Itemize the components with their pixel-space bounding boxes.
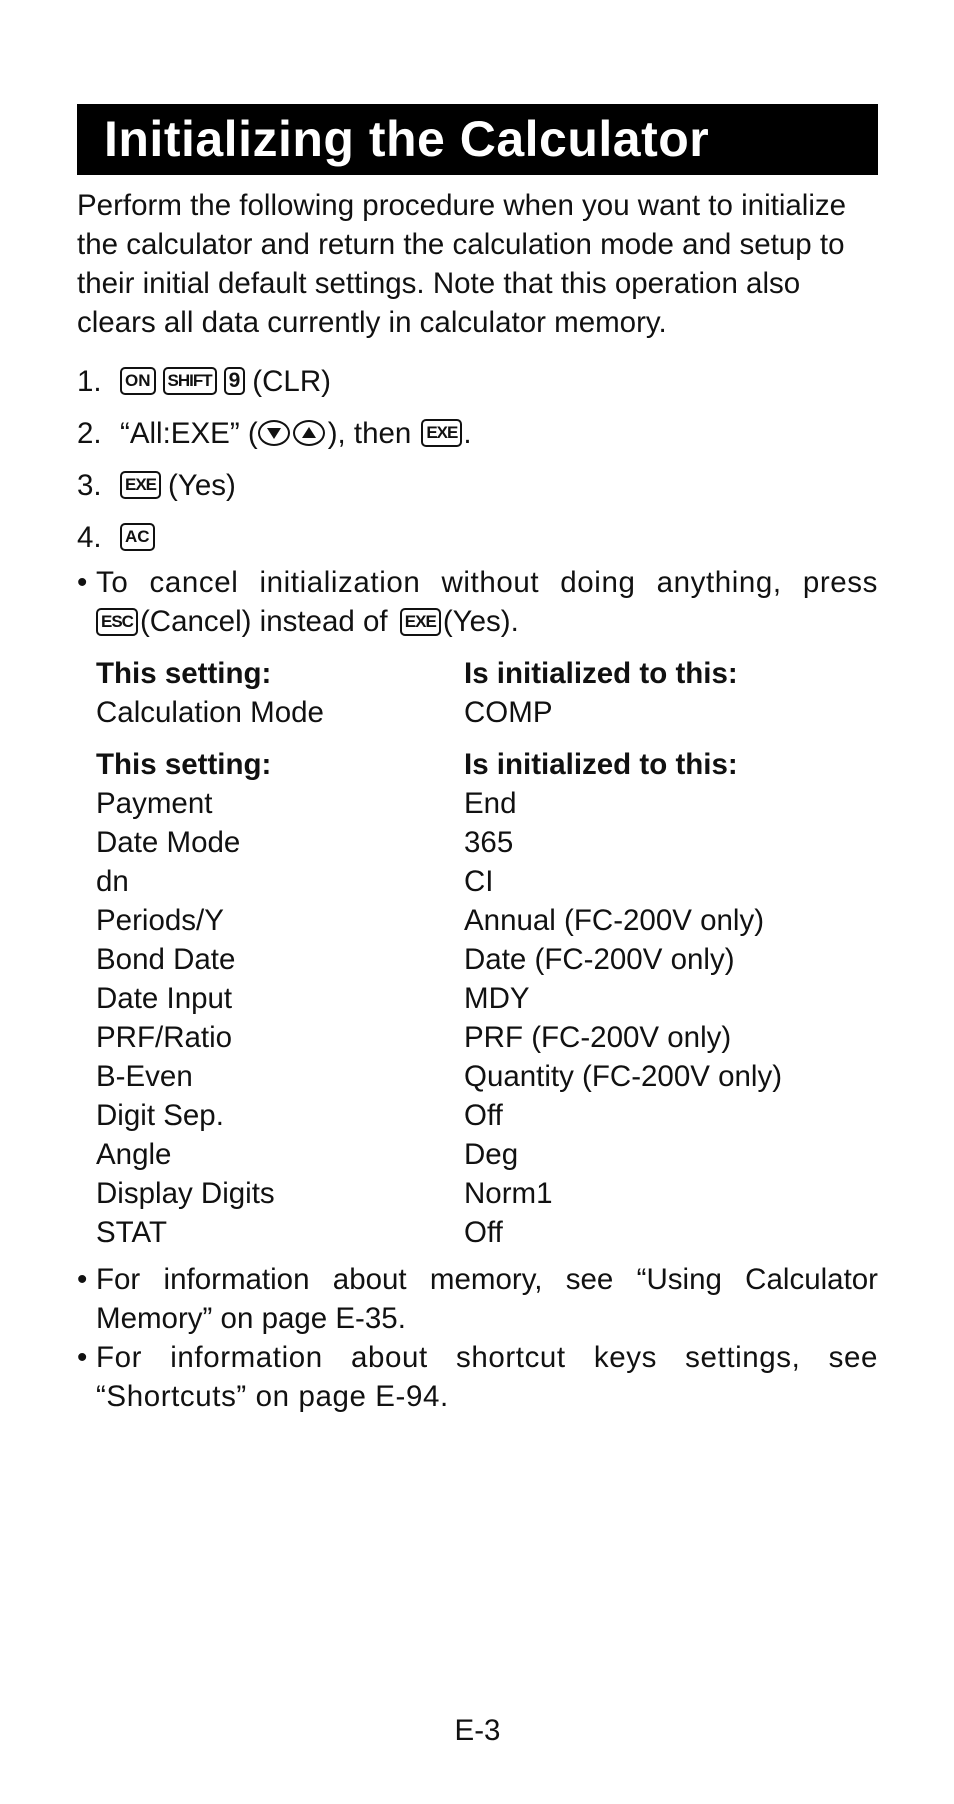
table-header: [96, 654, 878, 693]
on-key-icon: ON: [120, 367, 156, 395]
setting-name: PRF/Ratio: [96, 1021, 233, 1054]
setting-value: Quantity (FC-200V only): [464, 1060, 783, 1093]
setting-name: Date Input: [96, 982, 233, 1015]
setting-name: Digit Sep.: [96, 1099, 224, 1132]
step-number: 1.: [77, 365, 102, 398]
step-middle: ), then: [327, 417, 412, 450]
header-initial: Is initialized to this:: [464, 657, 738, 690]
table-row: [96, 1057, 878, 1096]
step-text: (Yes): [168, 469, 236, 502]
cancel-note-line1: To cancel initialization without doing anything, press: [96, 566, 878, 599]
setting-value: COMP: [464, 696, 553, 729]
header-setting: This setting:: [96, 657, 272, 690]
note-text: For information about shortcut keys settings, see “Shortcuts” on page E-94.: [96, 1341, 878, 1413]
bullet-mark: •: [77, 566, 88, 599]
step-number: 3.: [77, 469, 102, 502]
manual-page: [77, 0, 878, 1804]
step-1: [77, 356, 878, 408]
setting-name: Bond Date: [96, 943, 236, 976]
cancel-note: [77, 563, 878, 641]
intro-paragraph: Perform the following procedure when you want to initialize the calculator and return the calculation mode and setup to their initial default settings. Note that this operation also clears all data currently in calculator memory.: [77, 189, 847, 339]
title-bar: [77, 104, 878, 175]
settings-table-mode: [96, 654, 878, 732]
page-title: Initializing the Calculator: [104, 111, 710, 167]
setting-name: B-Even: [96, 1060, 193, 1093]
ac-key-icon: AC: [120, 523, 155, 551]
table-row: [96, 1135, 878, 1174]
shortcuts-note: [77, 1338, 878, 1416]
shift-key-icon: SHIFT: [163, 367, 217, 395]
cancel-note-line2: [96, 602, 878, 641]
setting-name: Angle: [96, 1138, 172, 1171]
setting-value: End: [464, 787, 517, 820]
setting-name: dn: [96, 865, 129, 898]
table-row: [96, 1018, 878, 1057]
yes-text: (Yes).: [442, 605, 519, 638]
table-row: [96, 901, 878, 940]
setting-value: Deg: [464, 1138, 519, 1171]
setting-value: 365: [464, 826, 514, 859]
step-4: [77, 512, 878, 564]
step-prefix: “All:EXE” (: [120, 417, 258, 450]
setting-name: Payment: [96, 787, 213, 820]
setting-value: CI: [464, 865, 494, 898]
header-setting: This setting:: [96, 748, 272, 781]
step-number: 2.: [77, 417, 102, 450]
table-row: [96, 784, 878, 823]
table-header: [96, 745, 878, 784]
setting-value: Off: [464, 1099, 503, 1132]
settings-table-setup: [96, 745, 878, 1252]
step-text: (CLR): [252, 365, 331, 398]
setting-value: MDY: [464, 982, 530, 1015]
setting-name: Periods/Y: [96, 904, 224, 937]
table-row: [96, 1174, 878, 1213]
step-number: 4.: [77, 521, 102, 554]
cancel-text: (Cancel) instead of: [139, 605, 388, 638]
exe-key-icon: EXE: [400, 608, 441, 636]
setting-name: Calculation Mode: [96, 696, 324, 729]
setting-name: Display Digits: [96, 1177, 275, 1210]
step-3: [77, 460, 878, 512]
setting-name: STAT: [96, 1216, 168, 1249]
table-row: [96, 862, 878, 901]
bullet-mark: •: [77, 1263, 88, 1296]
table-row: [96, 1213, 878, 1252]
table-row: [96, 823, 878, 862]
up-arrow-icon: [293, 420, 325, 446]
exe-key-icon: EXE: [120, 471, 161, 499]
table-row: [96, 940, 878, 979]
esc-key-icon: ESC: [96, 608, 138, 636]
table-row: [96, 693, 878, 732]
setting-value: Annual (FC-200V only): [464, 904, 765, 937]
header-initial: Is initialized to this:: [464, 748, 738, 781]
nine-key-icon: 9: [224, 367, 246, 395]
table-row: [96, 979, 878, 1018]
setting-value: Off: [464, 1216, 503, 1249]
step-2: [77, 408, 878, 460]
bullet-mark: •: [77, 1341, 88, 1374]
table-row: [96, 1096, 878, 1135]
setting-value: Norm1: [464, 1177, 553, 1210]
steps-list: [77, 356, 878, 564]
exe-key-icon: EXE: [421, 419, 462, 447]
page-number: E-3: [454, 1714, 501, 1747]
down-arrow-icon: [258, 420, 290, 446]
note-text: For information about memory, see “Using Calculator Memory” on page E-35.: [96, 1263, 878, 1335]
setting-value: PRF (FC-200V only): [464, 1021, 732, 1054]
step-suffix: .: [463, 417, 472, 450]
setting-value: Date (FC-200V only): [464, 943, 735, 976]
setting-name: Date Mode: [96, 826, 241, 859]
memory-note: [77, 1260, 878, 1338]
